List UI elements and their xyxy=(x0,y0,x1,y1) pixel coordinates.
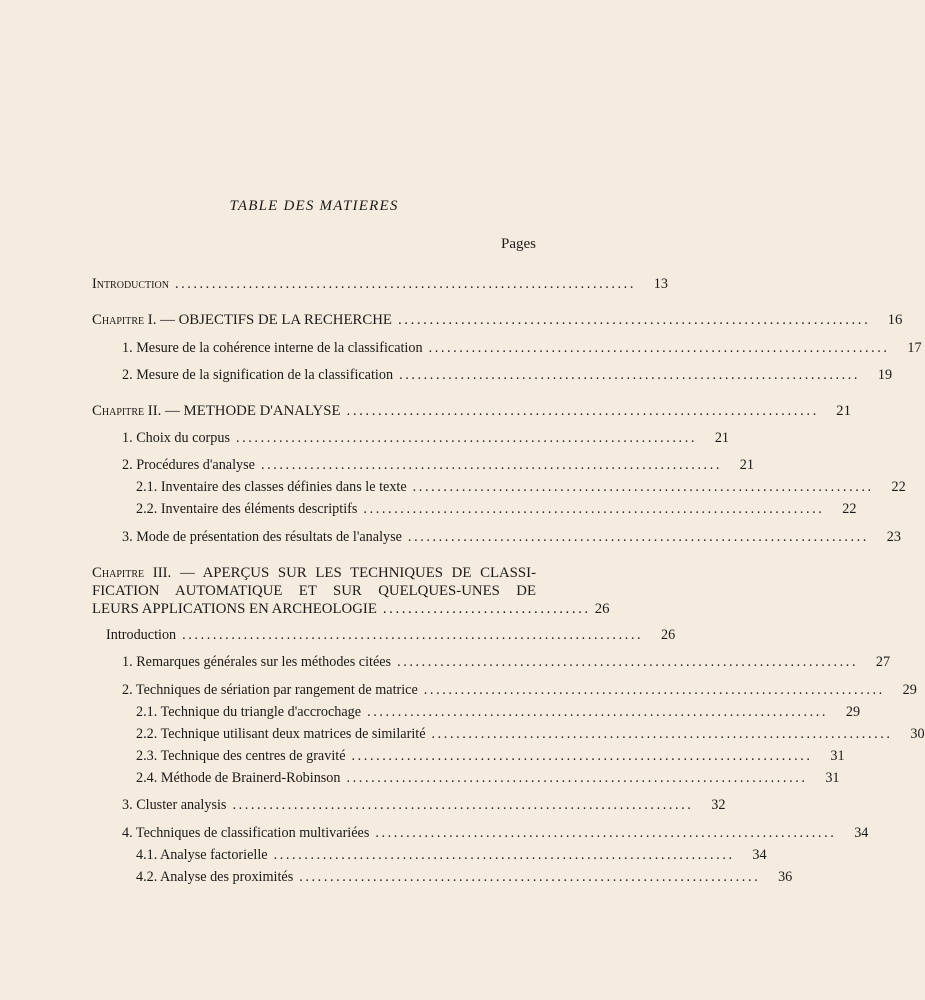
leader-dots: ........................................................................... xyxy=(397,654,859,670)
toc-entry xyxy=(122,825,869,842)
toc-entry-label: 4.2. Analyse des proximités xyxy=(136,869,294,885)
toc-entry-page: 27 xyxy=(875,654,891,670)
toc-entry-label: 1. Mesure de la cohérence interne de la classification xyxy=(122,340,423,356)
toc-entry-label: 2.2. Inventaire des éléments descriptifs xyxy=(136,501,358,517)
toc-entry-page: 13 xyxy=(653,276,668,292)
toc-entry-label: 2.3. Technique des centres de gravité xyxy=(136,748,346,764)
toc-entry-page: 29 xyxy=(902,682,917,698)
leader-dots: ........................................................................... xyxy=(346,403,819,419)
toc-entry-label: 1. Choix du corpus xyxy=(122,430,230,446)
toc-entry xyxy=(136,501,857,518)
toc-entry-page: 17 xyxy=(907,340,922,356)
toc-entry-label: 4.1. Analyse factorielle xyxy=(136,847,268,863)
toc-entry xyxy=(136,704,861,721)
toc-entry-label: 3. Mode de présentation des résultats de l'analyse xyxy=(122,529,402,545)
toc-entry xyxy=(136,847,767,864)
toc-entry-page: 32 xyxy=(711,797,726,813)
toc-entry-label: 4. Techniques de classification multivariées xyxy=(122,825,370,841)
leader-dots: ........................................................................... xyxy=(299,869,761,885)
chapter-title-line-3: LEURS APPLICATIONS EN ARCHEOLOGIE ................................. 26 xyxy=(92,601,610,617)
toc-entry xyxy=(122,797,726,814)
toc-entry-page: 26 xyxy=(594,601,610,617)
toc-entry xyxy=(136,479,906,496)
toc-entry xyxy=(136,726,925,743)
toc-entry-introduction xyxy=(92,276,668,293)
chapter-title-line-1: Chapitre III. — APERÇUS SUR LES TECHNIQUES DE CLASSI- xyxy=(92,565,536,581)
chapter-title: — METHODE D'ANALYSE xyxy=(161,403,341,419)
toc-entry-page: 21 xyxy=(714,430,729,446)
toc-entry xyxy=(122,457,754,474)
toc-entry xyxy=(122,430,729,447)
toc-entry-label: 1. Remarques générales sur les méthodes citées xyxy=(122,654,392,670)
toc-entry-page: 16 xyxy=(887,312,903,328)
page-title: TABLE DES MATIERES xyxy=(229,198,399,214)
toc-entry-page: 22 xyxy=(842,501,857,517)
pages-column-label: Pages xyxy=(501,236,536,252)
leader-dots: ................................. xyxy=(382,601,591,617)
toc-chapter-2 xyxy=(92,403,851,420)
leader-dots: ........................................................................... xyxy=(363,501,825,517)
toc-entry xyxy=(136,748,845,765)
toc-entry xyxy=(122,682,917,699)
toc-entry-page: 21 xyxy=(836,403,851,419)
leader-dots: ........................................................................... xyxy=(174,276,636,292)
leader-dots: ........................................................................... xyxy=(232,797,694,813)
toc-entry-page: 31 xyxy=(825,770,840,786)
leader-dots: ........................................................................... xyxy=(260,457,722,473)
leader-dots: ........................................................................... xyxy=(367,704,829,720)
leader-dots: ........................................................................... xyxy=(182,627,644,643)
toc-chapter-3 xyxy=(92,564,610,618)
toc-chapter-1 xyxy=(92,312,903,329)
toc-entry-label: 2.4. Méthode de Brainerd-Robinson xyxy=(136,770,341,786)
toc-entry-label: Introduction xyxy=(92,276,169,292)
chapter-title: — OBJECTIFS DE LA RECHERCHE xyxy=(156,312,392,328)
toc-entry-page: 34 xyxy=(854,825,869,841)
toc-entry-page: 31 xyxy=(830,748,845,764)
toc-entry-page: 22 xyxy=(891,479,906,495)
chapter-prefix: Chapitre II. xyxy=(92,403,162,419)
toc-entry-label: 2. Mesure de la signification de la classification xyxy=(122,367,394,383)
toc-entry-label: 2. Procédures d'analyse xyxy=(122,457,255,473)
toc-entry xyxy=(106,627,676,644)
toc-entry-label: 2.2. Technique utilisant deux matrices de similarité xyxy=(136,726,426,742)
chapter-prefix: Chapitre I. xyxy=(92,312,157,328)
toc-entry-label: Introduction xyxy=(106,627,177,643)
leader-dots: ........................................................................... xyxy=(397,312,871,328)
leader-dots: ........................................................................... xyxy=(423,682,885,698)
leader-dots: ........................................................................... xyxy=(428,340,890,356)
toc-entry-page: 29 xyxy=(845,704,861,720)
leader-dots: ........................................................................... xyxy=(346,770,808,786)
toc-entry-label: 2. Techniques de sériation par rangement de matrice xyxy=(122,682,418,698)
toc-entry xyxy=(122,654,891,671)
leader-dots: ........................................................................... xyxy=(431,726,893,742)
toc-entry-page: 36 xyxy=(778,869,793,885)
toc-entry-label: 2.1. Inventaire des classes définies dans le texte xyxy=(136,479,407,495)
chapter-title-line-2: FICATION AUTOMATIQUE ET SUR QUELQUES-UNES DE xyxy=(92,583,536,599)
toc-entry-label: 2.1. Technique du triangle d'accrochage xyxy=(136,704,362,720)
toc-entry-page: 19 xyxy=(877,367,893,383)
leader-dots: ........................................................................... xyxy=(375,825,837,841)
leader-dots: ........................................................................... xyxy=(407,529,869,545)
toc-entry xyxy=(122,367,893,384)
toc-entry-page: 21 xyxy=(739,457,754,473)
toc-entry xyxy=(122,529,901,546)
toc-entry-page: 30 xyxy=(910,726,925,742)
leader-dots: ........................................................................... xyxy=(235,430,697,446)
toc-entry xyxy=(122,340,922,357)
toc-entry xyxy=(136,869,793,886)
toc-entry-page: 34 xyxy=(752,847,767,863)
leader-dots: ........................................................................... xyxy=(351,748,813,764)
toc-entry-page: 26 xyxy=(660,627,676,643)
toc-entry-page: 23 xyxy=(886,529,901,545)
toc-entry xyxy=(136,770,840,787)
toc-entry-label: 3. Cluster analysis xyxy=(122,797,227,813)
leader-dots: ........................................................................... xyxy=(273,847,735,863)
chapter-prefix: Chapitre III. xyxy=(92,565,172,581)
leader-dots: ........................................................................... xyxy=(412,479,874,495)
leader-dots: ........................................................................... xyxy=(399,367,861,383)
